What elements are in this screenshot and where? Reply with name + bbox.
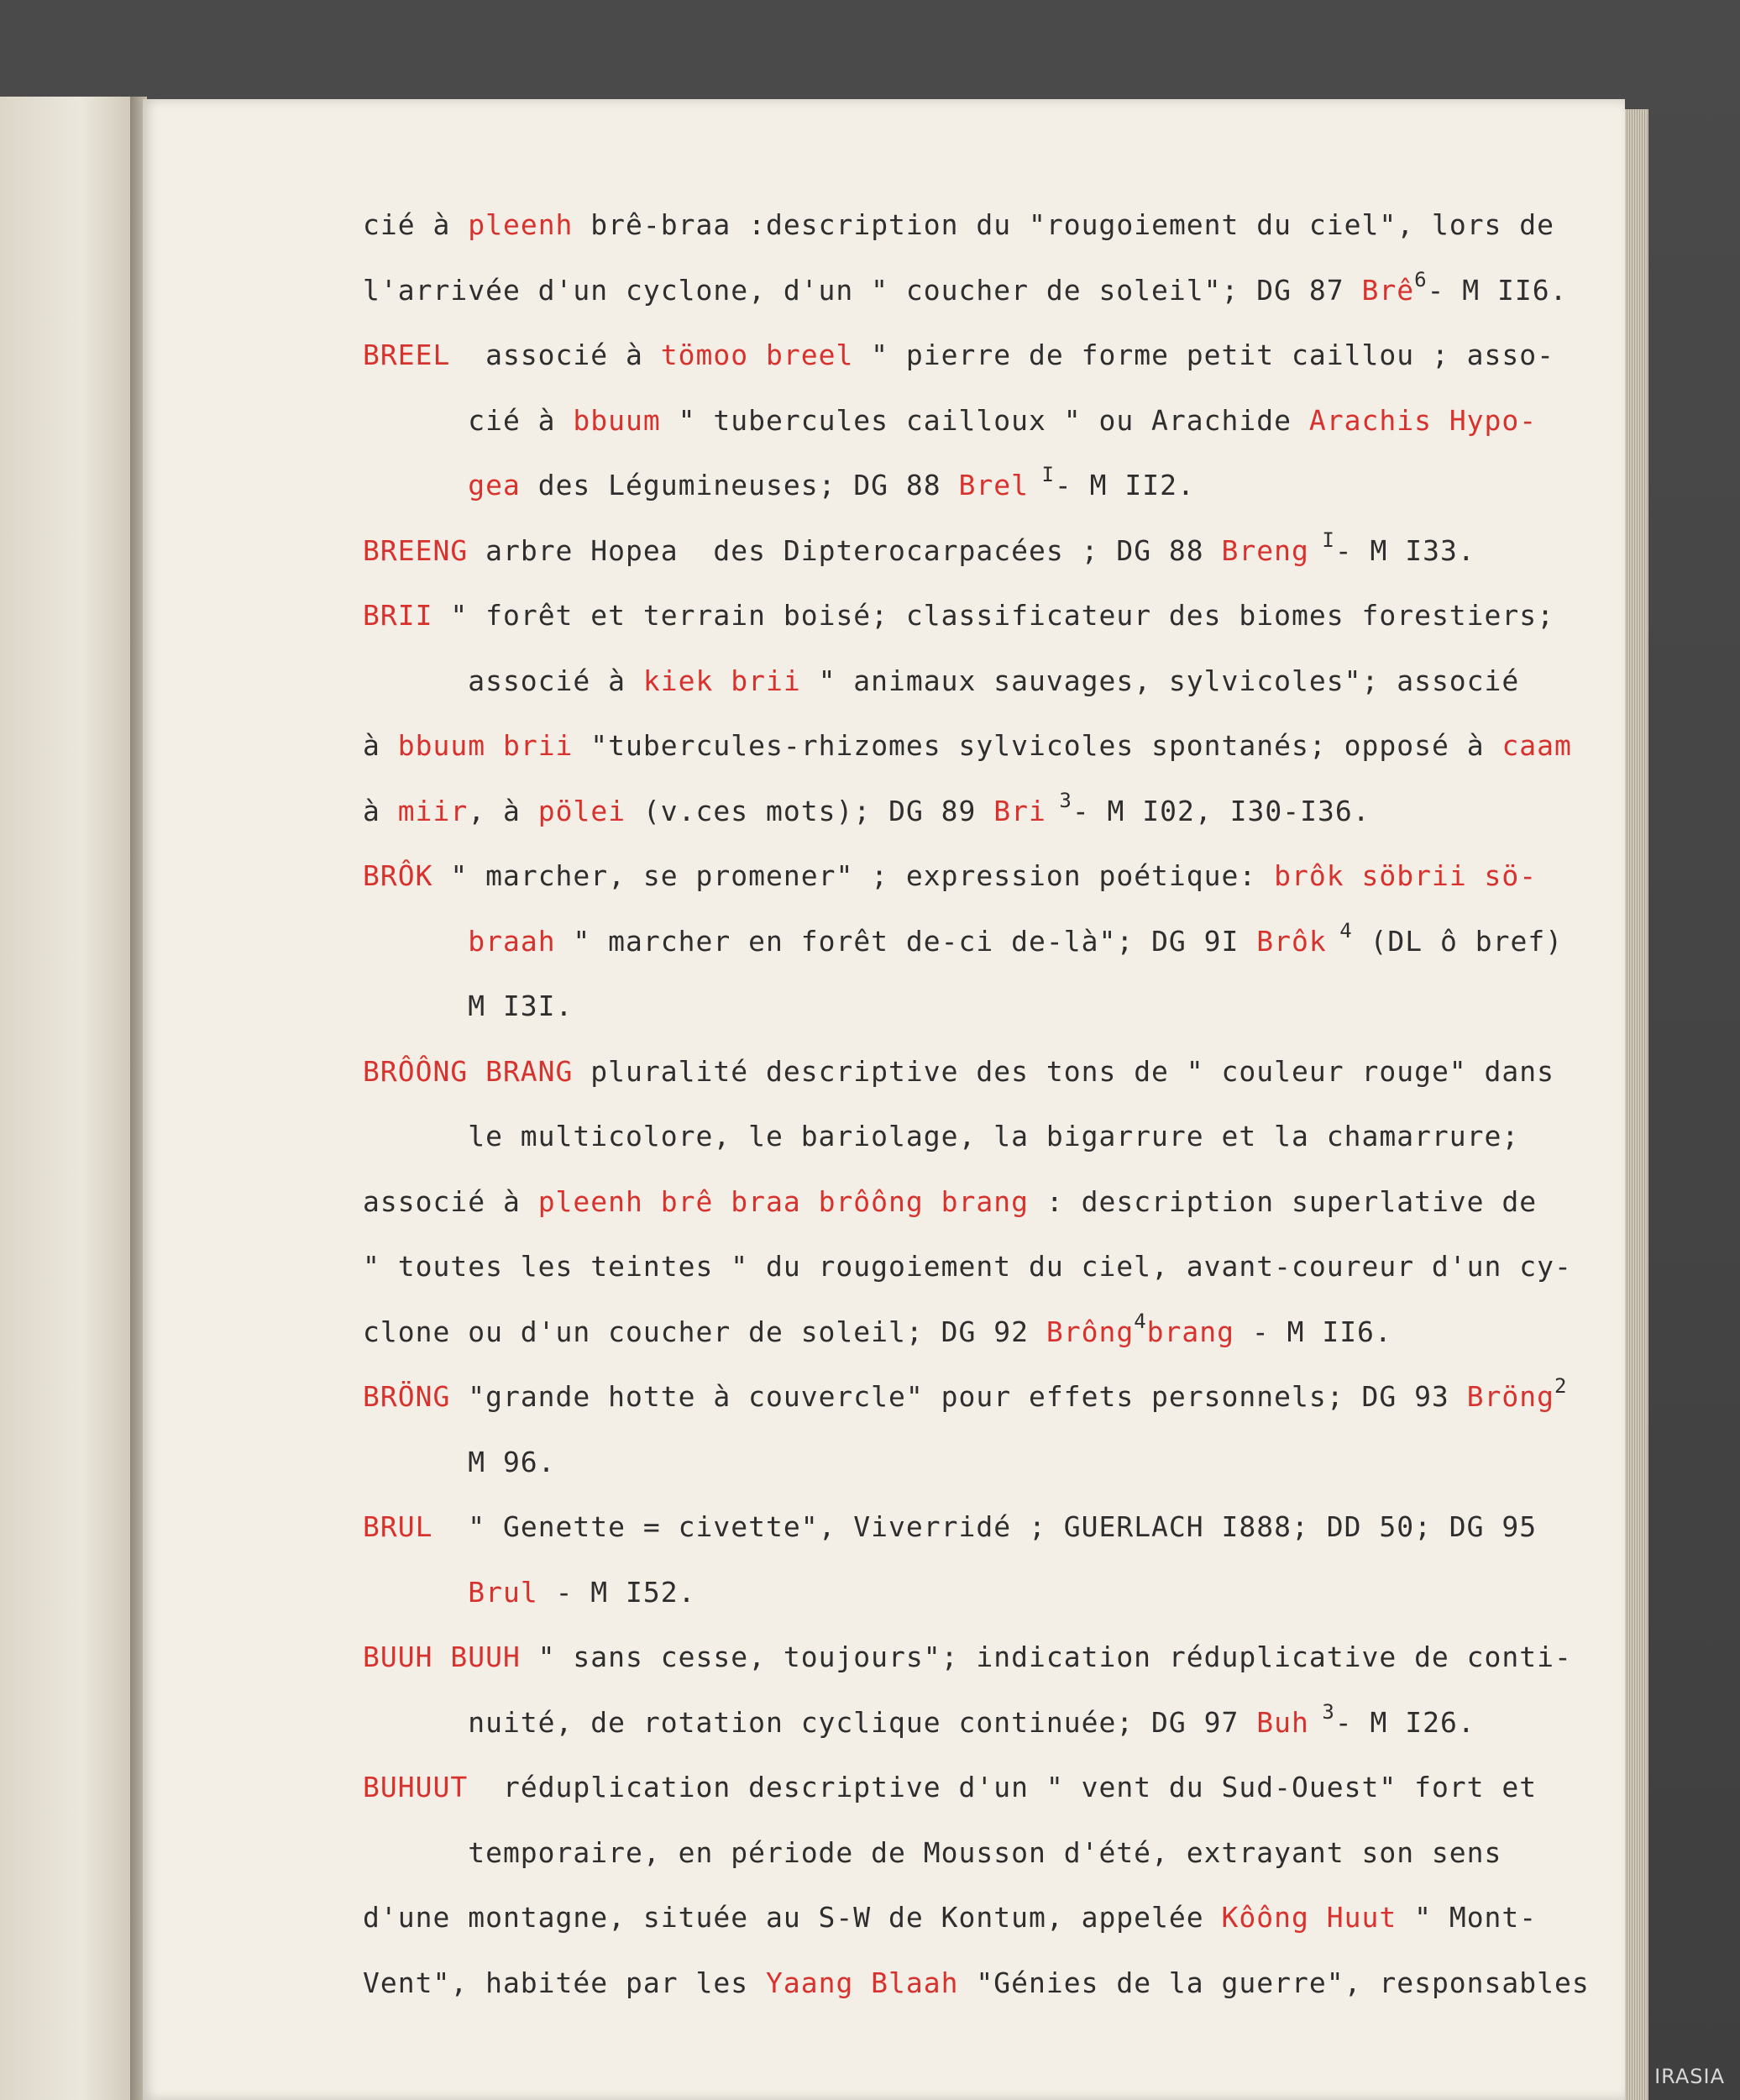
red-term: Bröng bbox=[1466, 1380, 1555, 1413]
text-line bbox=[363, 404, 1537, 438]
red-term: Kôông Huut bbox=[1221, 1901, 1397, 1934]
text-segment: Vent", habitée par les bbox=[363, 1966, 766, 1999]
text-segment: " Mont- bbox=[1397, 1901, 1538, 1934]
text-line bbox=[363, 918, 1564, 958]
red-term: Buh bbox=[1256, 1705, 1309, 1739]
text-segment: - M I33. bbox=[1334, 533, 1475, 567]
typewritten-page bbox=[143, 99, 1625, 2100]
text-segment: à bbox=[363, 794, 398, 827]
red-term: brôk söbrii sö- bbox=[1274, 859, 1538, 892]
text-segment: brê-braa :description du "rougoiement du ciel", lors de bbox=[573, 208, 1555, 241]
text-line bbox=[363, 1120, 1519, 1153]
text-segment bbox=[363, 1576, 468, 1609]
text-line bbox=[363, 990, 573, 1023]
red-term: pölei bbox=[537, 794, 626, 827]
red-term: Arachis Hypo- bbox=[1308, 403, 1538, 437]
red-term: BUUH BUUH bbox=[363, 1641, 521, 1673]
red-term: bbuum brii bbox=[397, 729, 574, 762]
text-segment: d'une montagne, située au S-W de Kontum, appelée bbox=[363, 1901, 1222, 1934]
text-line bbox=[363, 267, 1568, 307]
text-segment: - M I26. bbox=[1334, 1705, 1475, 1739]
text-segment: cié à bbox=[363, 403, 574, 437]
red-term: BRÖNG bbox=[363, 1380, 451, 1413]
text-segment: : description superlative de bbox=[1028, 1184, 1538, 1218]
text-line bbox=[363, 1250, 1572, 1284]
red-term: brang bbox=[1146, 1315, 1234, 1348]
text-segment: - M II6. bbox=[1234, 1315, 1392, 1348]
text-segment: " sans cesse, toujours"; indication réduplicative de conti- bbox=[520, 1641, 1572, 1673]
red-term: braah bbox=[468, 924, 556, 958]
red-term: pleenh brê braa brôông brang bbox=[537, 1184, 1029, 1218]
red-term: BUHUUT bbox=[363, 1771, 469, 1803]
left-page bbox=[0, 97, 134, 2100]
red-term: Brul bbox=[468, 1575, 538, 1609]
red-term: bbuum bbox=[573, 403, 661, 437]
text-segment: clone ou d'un coucher de soleil; DG 92 bbox=[363, 1315, 1046, 1348]
text-segment: M I3I. bbox=[363, 990, 574, 1022]
text-segment: le multicolore, le bariolage, la bigarrure et la chamarrure; bbox=[363, 1120, 1520, 1152]
red-term: BREENG bbox=[363, 533, 469, 567]
text-line bbox=[363, 463, 1195, 502]
text-segment: M 96. bbox=[363, 1445, 556, 1478]
text-segment: associé à bbox=[363, 664, 643, 697]
text-line bbox=[363, 1771, 1537, 1804]
superscript-number: 3 bbox=[1046, 788, 1072, 812]
text-line bbox=[363, 1699, 1475, 1740]
text-line bbox=[363, 1901, 1537, 1935]
red-term: BRÔK bbox=[363, 859, 433, 892]
text-segment: - M II2. bbox=[1054, 469, 1195, 501]
text-line bbox=[363, 788, 1371, 828]
superscript-number: I bbox=[1308, 528, 1335, 552]
text-segment: , à bbox=[468, 794, 538, 827]
superscript-number: 4 bbox=[1134, 1309, 1147, 1333]
text-segment: "tubercules-rhizomes sylvicoles spontanés; opposé à bbox=[573, 729, 1502, 762]
red-term: Brông bbox=[1046, 1315, 1135, 1348]
text-segment: " forêt et terrain boisé; classificateur des biomes forestiers; bbox=[432, 599, 1555, 632]
text-line bbox=[363, 339, 1554, 372]
text-segment: à bbox=[363, 729, 398, 762]
text-segment bbox=[363, 925, 468, 958]
red-term: BRII bbox=[363, 599, 433, 632]
text-segment: "Génies de la guerre", responsables bbox=[958, 1966, 1590, 1999]
red-term: BREEL bbox=[363, 339, 451, 371]
text-line bbox=[363, 1966, 1590, 2000]
text-segment: réduplication descriptive d'un " vent du Sud-Ouest" fort et bbox=[468, 1771, 1538, 1803]
superscript-number: 3 bbox=[1308, 1699, 1335, 1724]
text-segment: - M II6. bbox=[1427, 273, 1568, 307]
text-segment: cié à bbox=[363, 208, 469, 241]
text-segment: l'arrivée d'un cyclone, d'un " coucher de soleil"; DG 87 bbox=[363, 273, 1362, 307]
text-segment: (v.ces mots); DG 89 bbox=[626, 794, 994, 827]
text-segment: pluralité descriptive des tons de " couleur rouge" dans bbox=[573, 1054, 1555, 1088]
text-line bbox=[363, 208, 1554, 242]
text-segment: " marcher, se promener" ; expression poétique: bbox=[432, 859, 1275, 892]
red-term: Brê bbox=[1361, 273, 1415, 307]
red-term: BRUL bbox=[363, 1510, 433, 1543]
text-segment: associé à bbox=[363, 1184, 538, 1218]
superscript-number: 6 bbox=[1414, 267, 1428, 291]
text-line bbox=[363, 859, 1537, 893]
text-line bbox=[363, 1510, 1537, 1544]
text-segment: " pierre de forme petit caillou ; asso- bbox=[853, 339, 1555, 371]
red-term: Bri bbox=[993, 794, 1046, 827]
text-segment: - M I02, I30-I36. bbox=[1072, 794, 1371, 827]
text-segment bbox=[363, 469, 468, 501]
red-term: Yaang Blaah bbox=[765, 1966, 959, 1999]
text-line bbox=[363, 1576, 696, 1609]
text-line bbox=[363, 1641, 1572, 1674]
red-term: Breng bbox=[1221, 533, 1309, 567]
red-term: Brel bbox=[958, 469, 1030, 501]
text-segment: " marcher en forêt de-ci de-là"; DG 9I bbox=[555, 924, 1257, 958]
text-segment: des Légumineuses; DG 88 bbox=[520, 469, 959, 501]
text-segment: " tubercules cailloux " ou Arachide bbox=[660, 403, 1309, 437]
text-line bbox=[363, 1185, 1537, 1219]
text-segment: temporaire, en période de Mousson d'été, extrayant son sens bbox=[363, 1835, 1502, 1869]
text-line bbox=[363, 1309, 1392, 1349]
text-line bbox=[363, 528, 1475, 568]
page-edges bbox=[1625, 109, 1648, 2100]
text-segment: "grande hotte à couvercle" pour effets personnels; DG 93 bbox=[450, 1380, 1467, 1413]
red-term: pleenh bbox=[468, 208, 574, 241]
text-line bbox=[363, 599, 1554, 633]
text-line bbox=[363, 1055, 1554, 1089]
text-segment: - M I52. bbox=[537, 1575, 696, 1609]
text-segment: arbre Hopea des Dipterocarpacées ; DG 88 bbox=[468, 533, 1222, 567]
red-term: caam bbox=[1502, 729, 1572, 762]
red-term: tömoo breel bbox=[660, 339, 854, 371]
text-segment: " toutes les teintes " du rougoiement du ciel, avant-coureur d'un cy- bbox=[363, 1250, 1572, 1283]
red-term: miir bbox=[397, 794, 469, 827]
text-segment: " animaux sauvages, sylvicoles"; associé bbox=[800, 664, 1520, 697]
watermark: IRASIA bbox=[1654, 2065, 1725, 2088]
red-term: gea bbox=[468, 469, 521, 501]
text-segment: " Genette = civette", Viverridé ; GUERLACH I888; DD 50; DG 95 bbox=[432, 1510, 1538, 1543]
superscript-number: 2 bbox=[1554, 1374, 1568, 1398]
red-term: kiek brii bbox=[642, 664, 801, 697]
text-segment: (DL ô bref) bbox=[1352, 924, 1564, 958]
text-segment: nuité, de rotation cyclique continuée; DG 97 bbox=[363, 1705, 1257, 1739]
text-line bbox=[363, 729, 1572, 763]
text-line bbox=[363, 1446, 556, 1479]
text-segment: associé à bbox=[450, 339, 661, 371]
text-line bbox=[363, 1374, 1568, 1414]
superscript-number: I bbox=[1029, 463, 1055, 486]
text-line bbox=[363, 1836, 1502, 1870]
superscript-number: 4 bbox=[1326, 918, 1353, 942]
red-term: Brôk bbox=[1256, 924, 1327, 958]
text-line bbox=[363, 664, 1519, 698]
red-term: BRÔÔNG BRANG bbox=[363, 1054, 574, 1088]
